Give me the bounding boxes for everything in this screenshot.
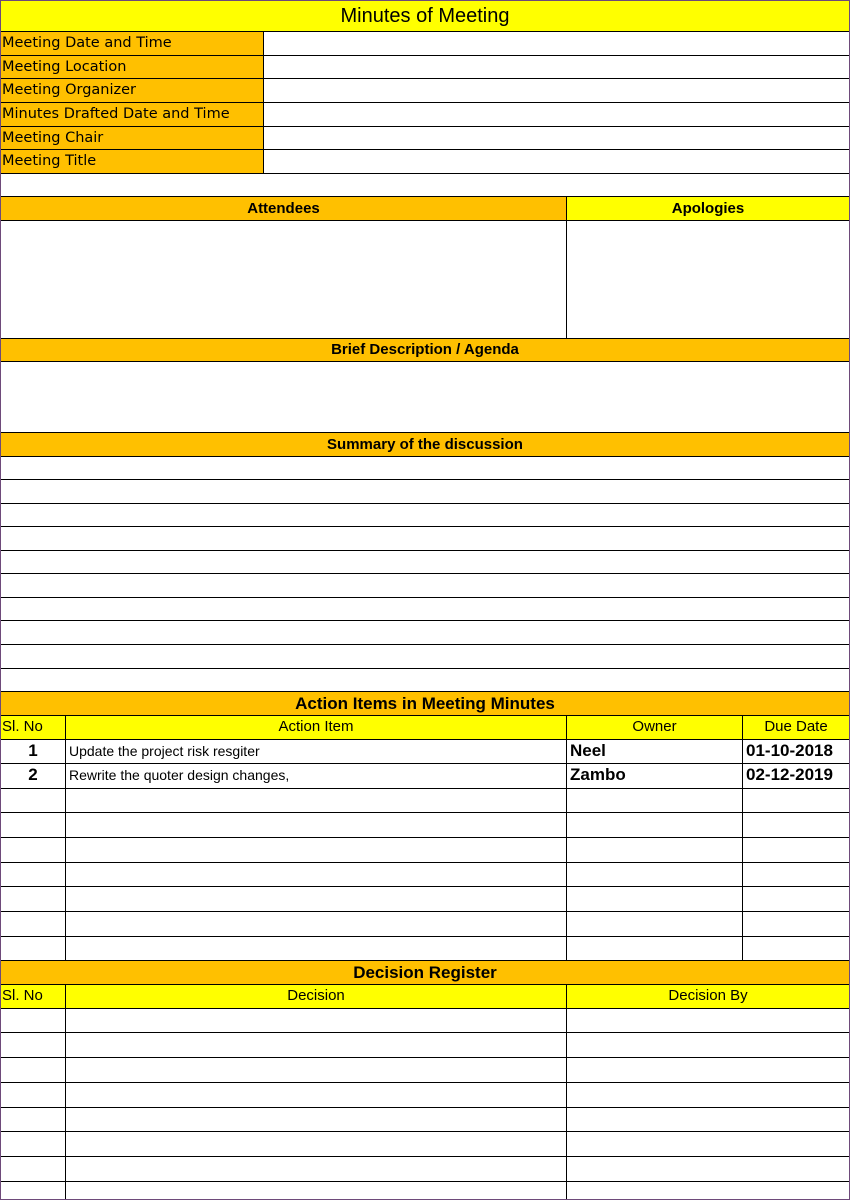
detail-value-drafted[interactable] (264, 103, 849, 126)
apologies-header: Apologies (567, 197, 849, 220)
action-sl[interactable] (1, 789, 66, 812)
summary-line[interactable] (1, 504, 849, 527)
action-items-columns (1, 716, 849, 740)
action-row (1, 912, 849, 937)
page-title-text: Minutes of Meeting (340, 5, 510, 27)
action-col-item: Action Item (66, 716, 567, 739)
action-due[interactable]: 02-12-2019 (746, 765, 833, 784)
summary-line[interactable] (1, 598, 849, 621)
action-row (1, 887, 849, 912)
action-sl[interactable] (1, 937, 66, 960)
action-owner[interactable] (567, 838, 743, 862)
attendees-header: Attendees (1, 197, 567, 220)
decision-row (1, 1132, 849, 1157)
decision-by[interactable] (567, 1083, 849, 1107)
detail-value-location[interactable] (264, 56, 849, 78)
detail-row-drafted (1, 103, 849, 127)
page-title (1, 1, 849, 32)
detail-label-location: Meeting Location (1, 56, 264, 78)
detail-value-date[interactable] (264, 32, 849, 55)
action-sl[interactable] (1, 863, 66, 886)
action-due[interactable] (743, 838, 849, 862)
action-sl: 1 (1, 740, 66, 763)
action-item[interactable] (66, 789, 567, 812)
summary-line[interactable] (1, 621, 849, 645)
detail-value-organizer[interactable] (264, 79, 849, 102)
action-col-due: Due Date (764, 718, 828, 735)
decision-by[interactable] (567, 1157, 849, 1181)
detail-row-chair (1, 127, 849, 150)
detail-row-title (1, 150, 849, 174)
action-owner[interactable] (567, 789, 743, 812)
decision-text[interactable] (66, 1132, 567, 1156)
summary-header: Summary of the discussion (1, 433, 849, 457)
action-due[interactable] (743, 863, 849, 886)
action-row (1, 789, 849, 813)
decision-register-header: Decision Register (1, 961, 849, 985)
attendees-area[interactable] (1, 221, 567, 338)
action-due[interactable] (743, 813, 849, 837)
detail-value-chair[interactable] (264, 127, 849, 149)
action-due[interactable]: 01-10-2018 (746, 741, 833, 760)
decision-by[interactable] (567, 1033, 849, 1057)
action-row (1, 740, 849, 764)
action-col-sl: Sl. No (1, 716, 66, 739)
decision-text[interactable] (66, 1033, 567, 1057)
action-owner[interactable] (567, 813, 743, 837)
action-owner[interactable] (567, 863, 743, 886)
decision-row (1, 1009, 849, 1033)
decision-col-sl: Sl. No (1, 985, 66, 1008)
detail-row-location (1, 56, 849, 79)
decision-col-by: Decision By (668, 987, 748, 1004)
decision-sl[interactable] (1, 1058, 66, 1082)
summary-line[interactable] (1, 574, 849, 598)
summary-line[interactable] (1, 480, 849, 504)
decision-col-decision: Decision (66, 985, 567, 1008)
decision-by[interactable] (567, 1009, 849, 1032)
decision-row (1, 1058, 849, 1083)
action-sl[interactable] (1, 838, 66, 862)
action-sl[interactable] (1, 912, 66, 936)
decision-sl[interactable] (1, 1157, 66, 1181)
decision-sl[interactable] (1, 1083, 66, 1107)
agenda-header: Brief Description / Agenda (1, 339, 849, 362)
decision-text[interactable] (66, 1009, 567, 1032)
decision-sl[interactable] (1, 1009, 66, 1032)
action-owner[interactable]: Zambo (567, 764, 743, 788)
action-item[interactable]: Rewrite the quoter design changes, (66, 764, 567, 788)
action-owner[interactable] (567, 937, 743, 960)
action-col-owner: Owner (567, 716, 743, 739)
detail-label-chair: Meeting Chair (1, 127, 264, 149)
action-sl[interactable] (1, 887, 66, 911)
decision-sl[interactable] (1, 1182, 66, 1199)
action-item[interactable]: Update the project risk resgiter (66, 740, 567, 763)
action-due[interactable] (743, 887, 849, 911)
summary-line[interactable] (1, 527, 849, 551)
action-due[interactable] (743, 937, 849, 960)
decision-by[interactable] (567, 1132, 849, 1156)
decision-text[interactable] (66, 1157, 567, 1181)
action-item[interactable] (66, 912, 567, 936)
action-item[interactable] (66, 887, 567, 911)
decision-text[interactable] (66, 1108, 567, 1131)
decision-columns (1, 985, 849, 1009)
decision-sl[interactable] (1, 1108, 66, 1131)
action-owner[interactable] (567, 887, 743, 911)
summary-line[interactable] (1, 551, 849, 574)
apologies-area[interactable] (567, 221, 849, 338)
summary-line[interactable] (1, 645, 849, 669)
decision-by[interactable] (567, 1058, 849, 1082)
decision-text[interactable] (66, 1058, 567, 1082)
action-row (1, 838, 849, 863)
decision-row (1, 1157, 849, 1182)
detail-row-date (1, 32, 849, 56)
decision-row (1, 1108, 849, 1132)
agenda-area[interactable] (1, 362, 849, 433)
action-item[interactable] (66, 937, 567, 960)
detail-value-title[interactable] (264, 150, 849, 173)
action-item[interactable] (66, 838, 567, 862)
decision-row (1, 1083, 849, 1108)
summary-line[interactable] (1, 669, 849, 692)
action-due[interactable] (743, 789, 849, 812)
action-sl[interactable] (1, 813, 66, 837)
detail-label-title: Meeting Title (1, 150, 264, 173)
decision-sl[interactable] (1, 1132, 66, 1156)
decision-row (1, 1033, 849, 1058)
action-row (1, 937, 849, 961)
action-items-header: Action Items in Meeting Minutes (1, 692, 849, 716)
action-item[interactable] (66, 813, 567, 837)
detail-label-drafted: Minutes Drafted Date and Time (1, 103, 264, 126)
detail-row-organizer (1, 79, 849, 103)
action-owner[interactable]: Neel (567, 740, 743, 763)
attendees-apologies-header (1, 197, 849, 221)
decision-by[interactable] (567, 1108, 849, 1131)
summary-line[interactable] (1, 457, 849, 480)
action-owner[interactable] (567, 912, 743, 936)
decision-text[interactable] (66, 1083, 567, 1107)
action-row (1, 764, 849, 789)
action-sl: 2 (1, 764, 66, 788)
decision-sl[interactable] (1, 1033, 66, 1057)
action-item[interactable] (66, 863, 567, 886)
action-due[interactable] (743, 912, 849, 936)
decision-by[interactable] (567, 1182, 849, 1199)
spacer-row (1, 174, 849, 197)
action-row (1, 813, 849, 838)
action-row (1, 863, 849, 887)
detail-label-organizer: Meeting Organizer (1, 79, 264, 102)
attendees-apologies-body (1, 221, 849, 339)
detail-label-date: Meeting Date and Time (1, 32, 264, 55)
decision-row (1, 1182, 849, 1199)
decision-text[interactable] (66, 1182, 567, 1199)
